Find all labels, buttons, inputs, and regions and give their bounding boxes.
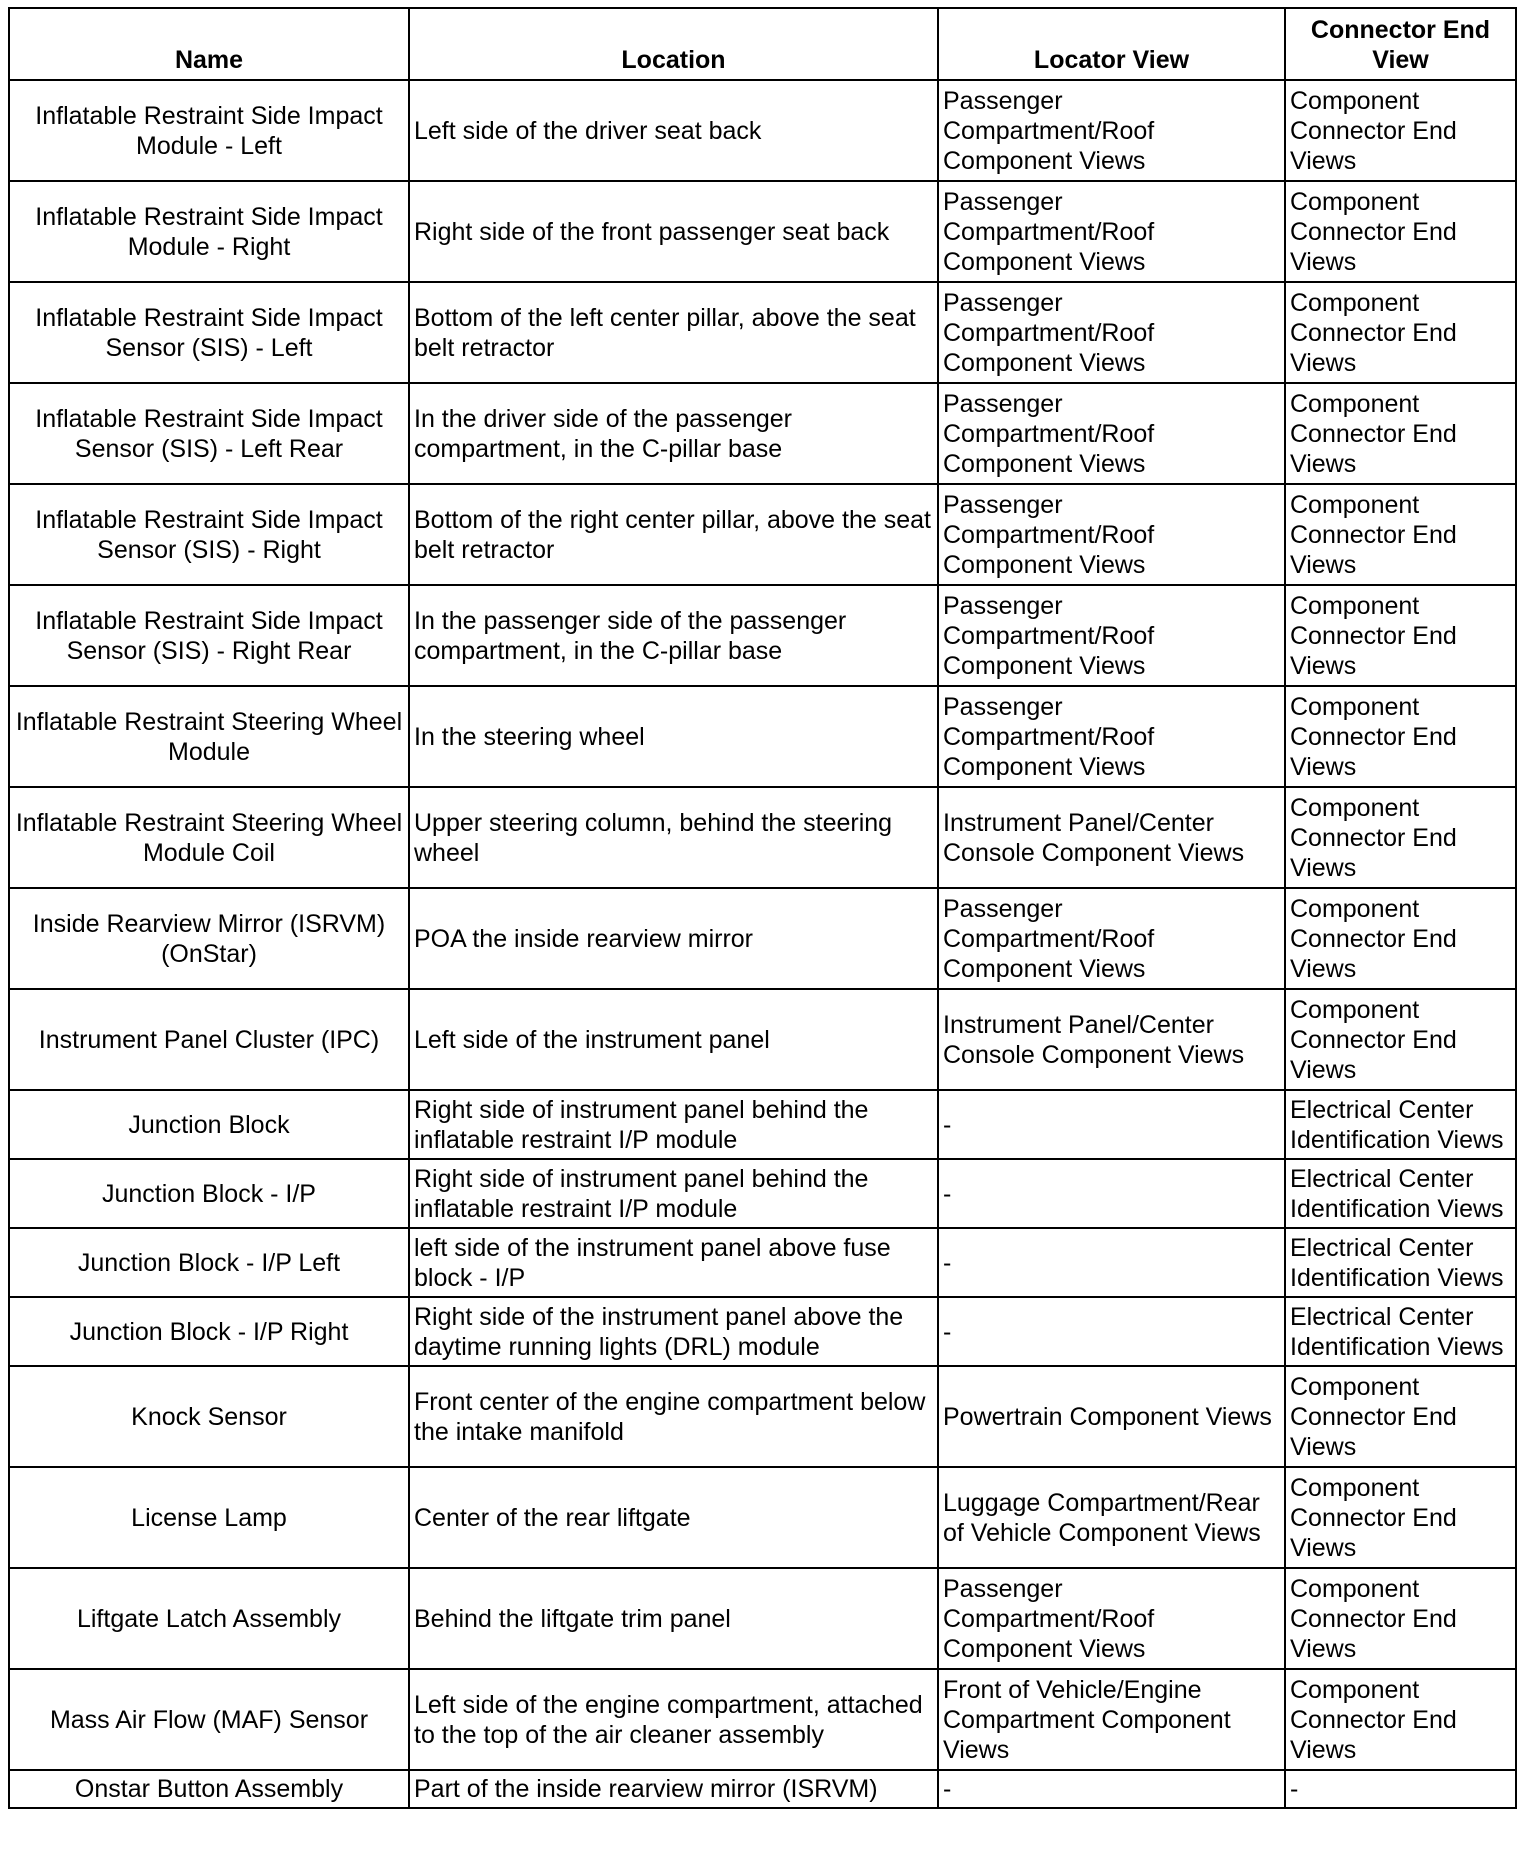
header-locator-view: Locator View	[938, 8, 1285, 80]
cell-location: left side of the instrument panel above fuse block - I/P	[409, 1228, 938, 1297]
table-row	[9, 1467, 1516, 1568]
header-row	[9, 8, 1516, 80]
table-row	[9, 1159, 1516, 1228]
cell-location: Bottom of the left center pillar, above the seat belt retractor	[409, 282, 938, 383]
cell-connector-end-view: Component Connector End Views	[1285, 80, 1516, 181]
cell-name: Inflatable Restraint Side Impact Sensor (SIS) - Left	[9, 282, 409, 383]
cell-location: Right side of instrument panel behind the inflatable restraint I/P module	[409, 1159, 938, 1228]
table-row	[9, 383, 1516, 484]
cell-location: In the driver side of the passenger compartment, in the C-pillar base	[409, 383, 938, 484]
table-row	[9, 282, 1516, 383]
cell-locator-view: -	[938, 1770, 1285, 1808]
component-locator-table	[8, 7, 1517, 1809]
cell-connector-end-view: Electrical Center Identification Views	[1285, 1297, 1516, 1366]
cell-connector-end-view: Component Connector End Views	[1285, 282, 1516, 383]
cell-name: Inflatable Restraint Side Impact Sensor (SIS) - Left Rear	[9, 383, 409, 484]
table-row	[9, 80, 1516, 181]
cell-locator-view: -	[938, 1297, 1285, 1366]
cell-locator-view: -	[938, 1159, 1285, 1228]
cell-name: Inflatable Restraint Side Impact Sensor (SIS) - Right	[9, 484, 409, 585]
cell-locator-view: Passenger Compartment/Roof Component Views	[938, 80, 1285, 181]
cell-name: Instrument Panel Cluster (IPC)	[9, 989, 409, 1090]
cell-name: Junction Block - I/P Left	[9, 1228, 409, 1297]
cell-connector-end-view: Component Connector End Views	[1285, 1366, 1516, 1467]
cell-locator-view: Passenger Compartment/Roof Component Views	[938, 181, 1285, 282]
cell-locator-view: Passenger Compartment/Roof Component Views	[938, 484, 1285, 585]
cell-connector-end-view: Component Connector End Views	[1285, 1568, 1516, 1669]
cell-location: In the steering wheel	[409, 686, 938, 787]
header-connector-end-view: Connector End View	[1285, 8, 1516, 80]
cell-connector-end-view: -	[1285, 1770, 1516, 1808]
table-row	[9, 686, 1516, 787]
cell-location: Left side of the driver seat back	[409, 80, 938, 181]
cell-name: Inflatable Restraint Side Impact Module - Right	[9, 181, 409, 282]
cell-locator-view: Powertrain Component Views	[938, 1366, 1285, 1467]
cell-location: Behind the liftgate trim panel	[409, 1568, 938, 1669]
cell-connector-end-view: Component Connector End Views	[1285, 585, 1516, 686]
cell-connector-end-view: Component Connector End Views	[1285, 888, 1516, 989]
cell-connector-end-view: Electrical Center Identification Views	[1285, 1228, 1516, 1297]
cell-locator-view: Front of Vehicle/Engine Compartment Component Views	[938, 1669, 1285, 1770]
cell-locator-view: Passenger Compartment/Roof Component Views	[938, 282, 1285, 383]
table-row	[9, 1568, 1516, 1669]
cell-name: Junction Block	[9, 1090, 409, 1159]
cell-location: In the passenger side of the passenger compartment, in the C-pillar base	[409, 585, 938, 686]
table-row	[9, 1366, 1516, 1467]
cell-connector-end-view: Electrical Center Identification Views	[1285, 1090, 1516, 1159]
cell-name: Inflatable Restraint Side Impact Sensor (SIS) - Right Rear	[9, 585, 409, 686]
table-row	[9, 585, 1516, 686]
cell-location: POA the inside rearview mirror	[409, 888, 938, 989]
table-row	[9, 989, 1516, 1090]
cell-location: Center of the rear liftgate	[409, 1467, 938, 1568]
cell-name: Inflatable Restraint Steering Wheel Module Coil	[9, 787, 409, 888]
cell-location: Left side of the instrument panel	[409, 989, 938, 1090]
cell-name: License Lamp	[9, 1467, 409, 1568]
cell-locator-view: Passenger Compartment/Roof Component Views	[938, 686, 1285, 787]
cell-location: Part of the inside rearview mirror (ISRVM)	[409, 1770, 938, 1808]
cell-name: Inflatable Restraint Steering Wheel Module	[9, 686, 409, 787]
cell-locator-view: Passenger Compartment/Roof Component Views	[938, 888, 1285, 989]
table-row	[9, 1090, 1516, 1159]
cell-locator-view: Passenger Compartment/Roof Component Views	[938, 1568, 1285, 1669]
table-row	[9, 787, 1516, 888]
cell-name: Knock Sensor	[9, 1366, 409, 1467]
component-locator-table-container	[8, 7, 1515, 1809]
cell-name: Inflatable Restraint Side Impact Module - Left	[9, 80, 409, 181]
cell-location: Front center of the engine compartment below the intake manifold	[409, 1366, 938, 1467]
cell-location: Right side of the instrument panel above the daytime running lights (DRL) module	[409, 1297, 938, 1366]
cell-locator-view: -	[938, 1228, 1285, 1297]
table-row	[9, 1770, 1516, 1808]
cell-location: Upper steering column, behind the steering wheel	[409, 787, 938, 888]
cell-locator-view: Passenger Compartment/Roof Component Views	[938, 585, 1285, 686]
cell-locator-view: Instrument Panel/Center Console Component Views	[938, 989, 1285, 1090]
cell-name: Onstar Button Assembly	[9, 1770, 409, 1808]
table-row	[9, 181, 1516, 282]
table-row	[9, 1297, 1516, 1366]
cell-location: Right side of the front passenger seat back	[409, 181, 938, 282]
header-name: Name	[9, 8, 409, 80]
cell-location: Right side of instrument panel behind the inflatable restraint I/P module	[409, 1090, 938, 1159]
table-row	[9, 484, 1516, 585]
cell-connector-end-view: Component Connector End Views	[1285, 383, 1516, 484]
cell-connector-end-view: Component Connector End Views	[1285, 1669, 1516, 1770]
cell-connector-end-view: Component Connector End Views	[1285, 989, 1516, 1090]
cell-connector-end-view: Component Connector End Views	[1285, 787, 1516, 888]
cell-locator-view: Instrument Panel/Center Console Component Views	[938, 787, 1285, 888]
cell-name: Inside Rearview Mirror (ISRVM) (OnStar)	[9, 888, 409, 989]
table-row	[9, 1228, 1516, 1297]
cell-name: Junction Block - I/P Right	[9, 1297, 409, 1366]
cell-location: Bottom of the right center pillar, above the seat belt retractor	[409, 484, 938, 585]
table-row	[9, 1669, 1516, 1770]
cell-connector-end-view: Component Connector End Views	[1285, 484, 1516, 585]
cell-location: Left side of the engine compartment, attached to the top of the air cleaner assembly	[409, 1669, 938, 1770]
cell-locator-view: Luggage Compartment/Rear of Vehicle Component Views	[938, 1467, 1285, 1568]
cell-connector-end-view: Component Connector End Views	[1285, 181, 1516, 282]
cell-locator-view: Passenger Compartment/Roof Component Views	[938, 383, 1285, 484]
cell-name: Liftgate Latch Assembly	[9, 1568, 409, 1669]
cell-name: Mass Air Flow (MAF) Sensor	[9, 1669, 409, 1770]
table-row	[9, 888, 1516, 989]
header-location: Location	[409, 8, 938, 80]
cell-connector-end-view: Component Connector End Views	[1285, 686, 1516, 787]
cell-connector-end-view: Component Connector End Views	[1285, 1467, 1516, 1568]
cell-connector-end-view: Electrical Center Identification Views	[1285, 1159, 1516, 1228]
cell-locator-view: -	[938, 1090, 1285, 1159]
cell-name: Junction Block - I/P	[9, 1159, 409, 1228]
